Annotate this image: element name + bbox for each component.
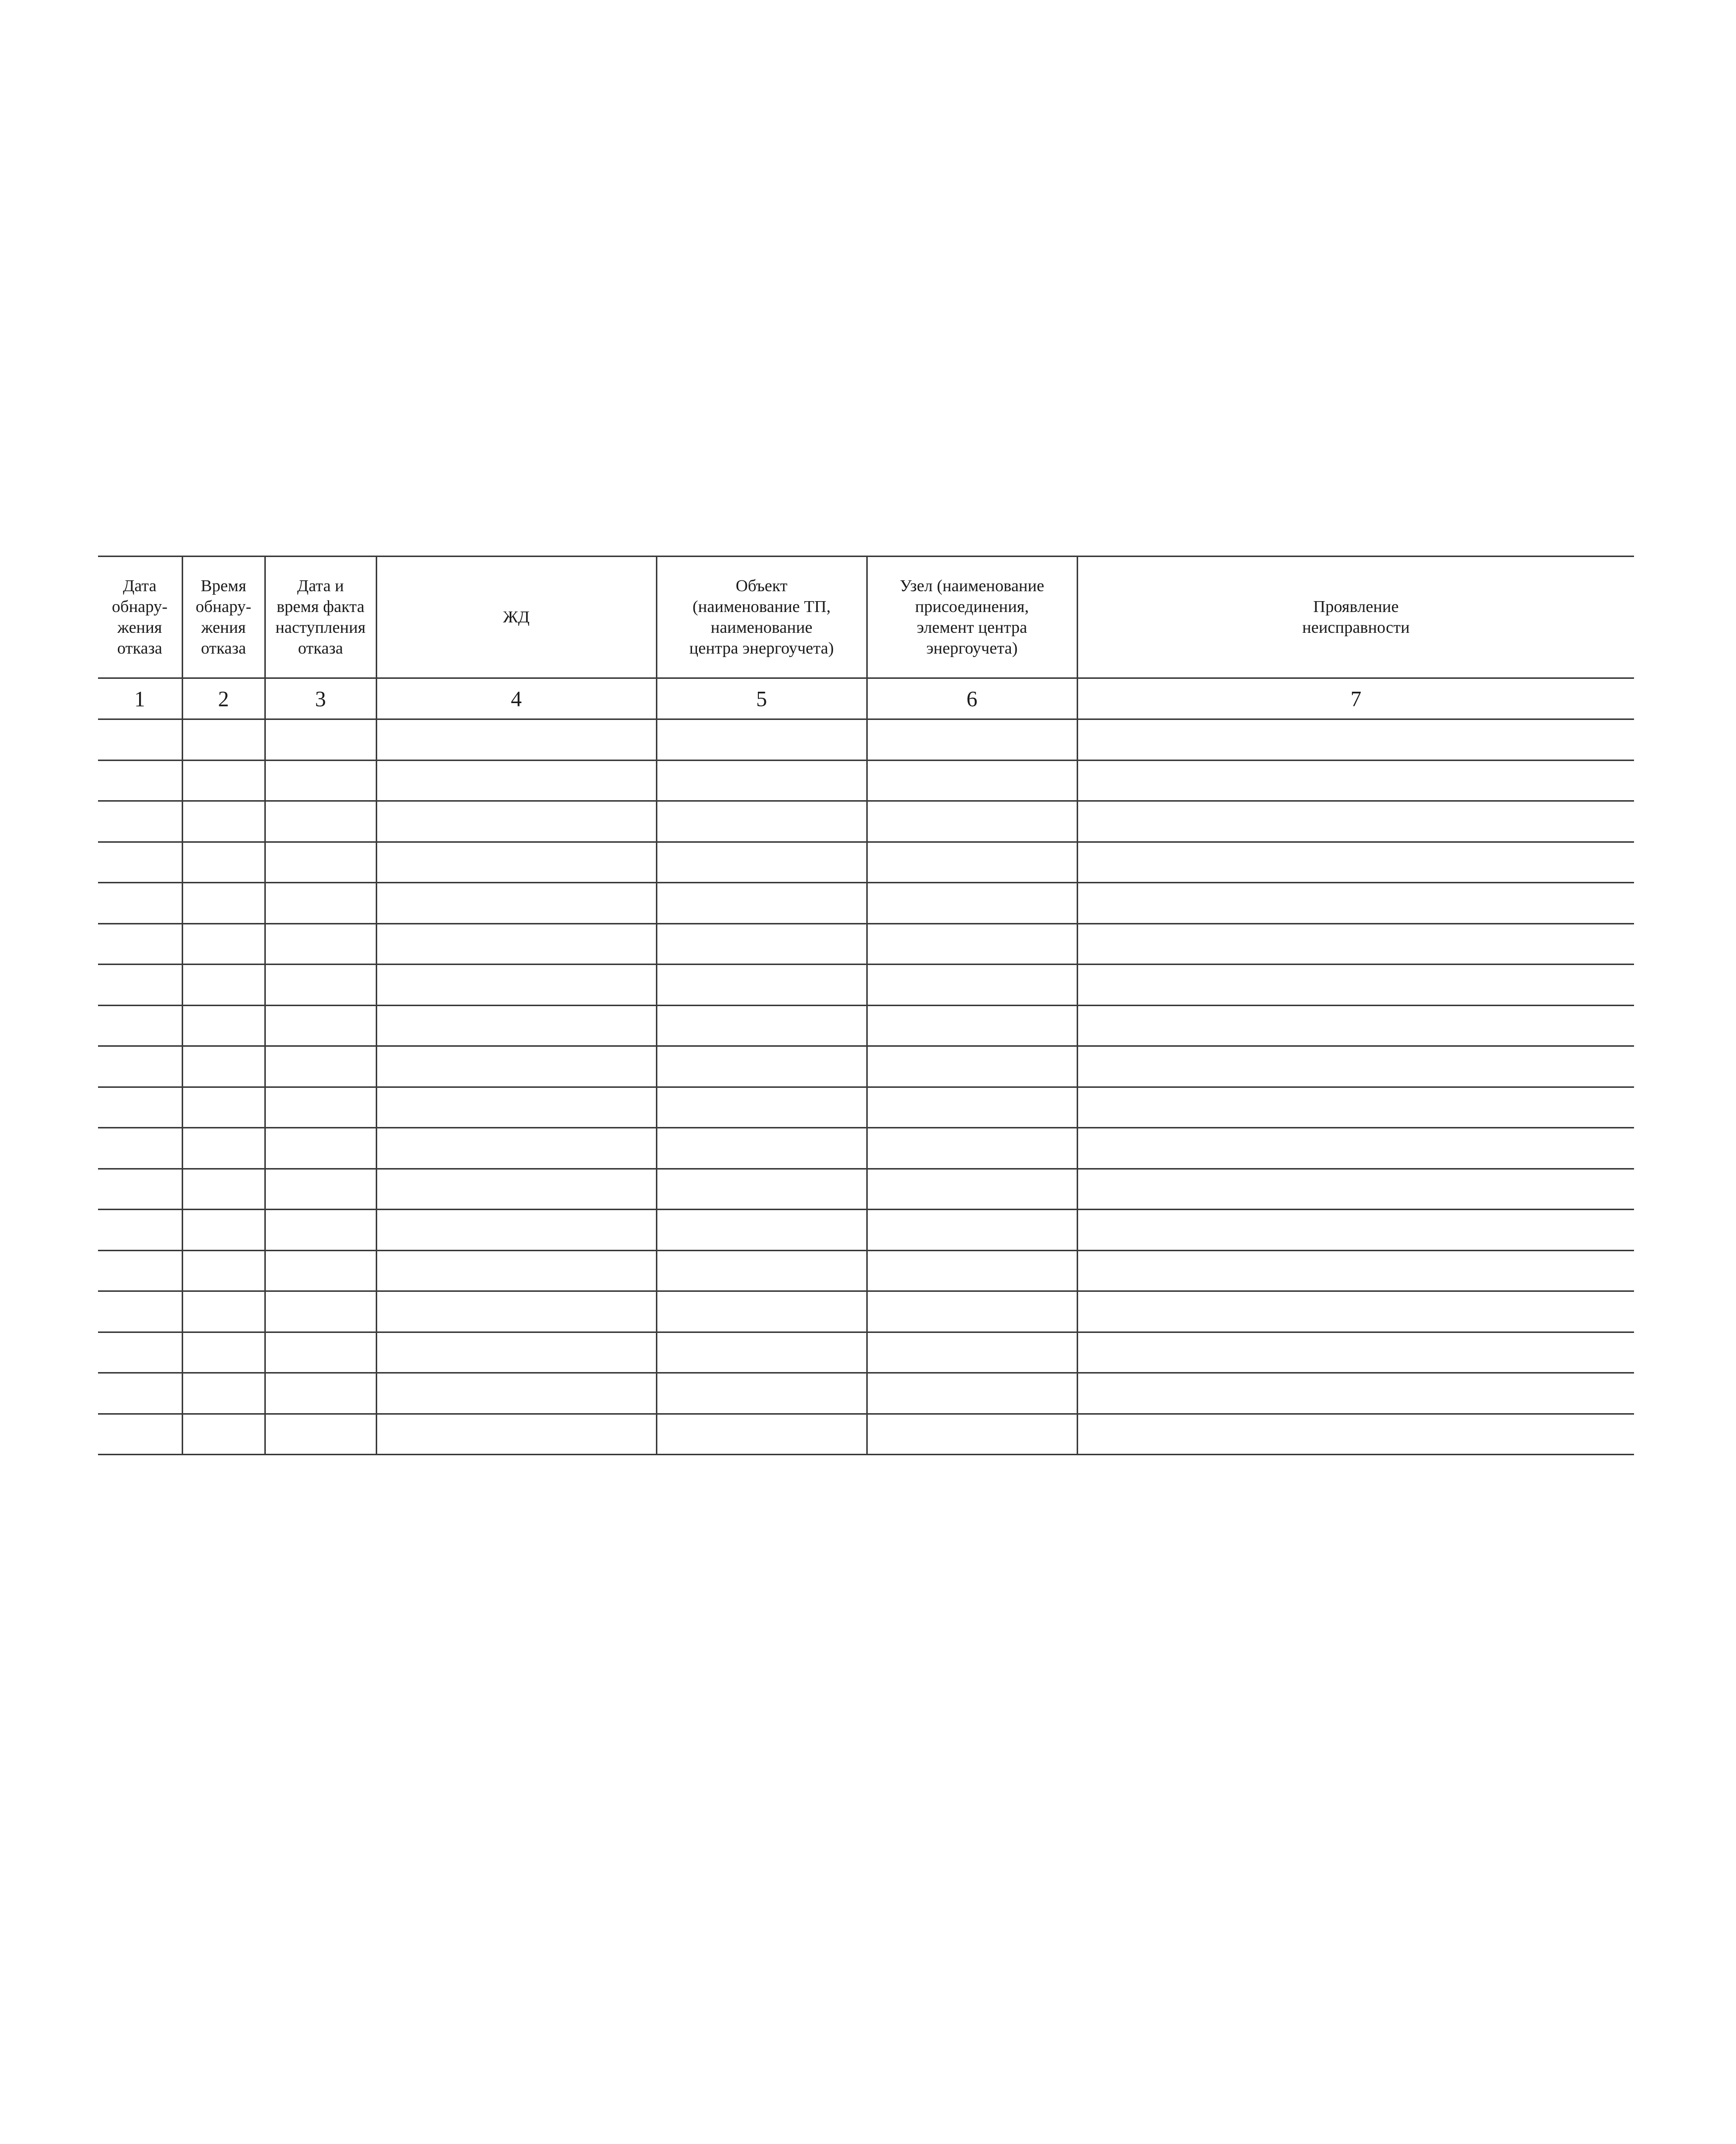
table-cell (656, 1210, 867, 1251)
table-cell (376, 801, 656, 842)
table-cell (867, 1373, 1077, 1414)
table-cell (867, 1210, 1077, 1251)
table-cell (1077, 719, 1634, 761)
column-number: 7 (1077, 678, 1634, 719)
table-cell (867, 883, 1077, 924)
table-cell (98, 1128, 182, 1169)
table-cell (1077, 965, 1634, 1006)
table-cell (98, 1291, 182, 1332)
table-cell (98, 842, 182, 883)
table-row (98, 1250, 1634, 1291)
table-cell (182, 1210, 265, 1251)
table-row (98, 1169, 1634, 1210)
table-cell (867, 965, 1077, 1006)
table-cell (1077, 1128, 1634, 1169)
table-cell (867, 1169, 1077, 1210)
table-cell (867, 1005, 1077, 1046)
table-cell (1077, 923, 1634, 965)
table-cell (656, 1128, 867, 1169)
table-cell (376, 719, 656, 761)
table-cell (656, 923, 867, 965)
column-number: 3 (265, 678, 376, 719)
table-row (98, 801, 1634, 842)
table-cell (867, 1128, 1077, 1169)
table-cell (265, 801, 376, 842)
table-cell (867, 1046, 1077, 1087)
table-cell (98, 923, 182, 965)
column-number: 4 (376, 678, 656, 719)
table-cell (376, 1046, 656, 1087)
table-cell (376, 1169, 656, 1210)
table-cell (182, 1332, 265, 1373)
table-cell (182, 1169, 265, 1210)
table-cell (656, 760, 867, 801)
table-cell (656, 965, 867, 1006)
table-cell (1077, 1414, 1634, 1455)
table-cell (1077, 1005, 1634, 1046)
table-cell (376, 965, 656, 1006)
table-cell (867, 1250, 1077, 1291)
table-cell (1077, 883, 1634, 924)
table-cell (182, 801, 265, 842)
table-cell (182, 1046, 265, 1087)
table-cell (98, 965, 182, 1006)
table-cell (376, 1250, 656, 1291)
table-cell (867, 923, 1077, 965)
table-cell (656, 801, 867, 842)
table-cell (376, 1128, 656, 1169)
table-cell (376, 1087, 656, 1128)
table-cell (1077, 1291, 1634, 1332)
table-cell (265, 1210, 376, 1251)
column-number-row (98, 678, 1634, 719)
table-cell (98, 1005, 182, 1046)
header-failure-datetime: Дата и время факта наступления отказа (265, 557, 376, 678)
table-cell (1077, 801, 1634, 842)
table-cell (98, 1332, 182, 1373)
table-cell (265, 1332, 376, 1373)
table-cell (265, 965, 376, 1006)
table-cell (98, 883, 182, 924)
table-cell (1077, 1373, 1634, 1414)
table-cell (867, 842, 1077, 883)
table-cell (867, 1332, 1077, 1373)
column-number: 1 (98, 678, 182, 719)
table-cell (376, 760, 656, 801)
column-number: 5 (656, 678, 867, 719)
table-row (98, 1087, 1634, 1128)
header-node: Узел (наименование присоединения, элемент центра энергоучета) (867, 557, 1077, 678)
table-cell (182, 1373, 265, 1414)
header-detection-date: Дата обнару- жения отказа (98, 557, 182, 678)
table-cell (182, 1087, 265, 1128)
table-cell (656, 1373, 867, 1414)
table-cell (656, 1169, 867, 1210)
table-cell (376, 1005, 656, 1046)
table-row (98, 842, 1634, 883)
table-cell (1077, 1332, 1634, 1373)
table-row (98, 760, 1634, 801)
table-row (98, 1414, 1634, 1455)
table-cell (98, 1250, 182, 1291)
table-cell (867, 801, 1077, 842)
table-cell (98, 1046, 182, 1087)
table-cell (376, 1291, 656, 1332)
table-cell (376, 883, 656, 924)
table-cell (265, 1373, 376, 1414)
table-cell (1077, 1210, 1634, 1251)
table-cell (182, 719, 265, 761)
table-row (98, 923, 1634, 965)
table-cell (376, 1373, 656, 1414)
table-cell (265, 1128, 376, 1169)
table-cell (1077, 1169, 1634, 1210)
table-row (98, 1332, 1634, 1373)
table-cell (265, 1414, 376, 1455)
table-cell (656, 883, 867, 924)
table-row (98, 1046, 1634, 1087)
table-cell (867, 1291, 1077, 1332)
table-cell (656, 1250, 867, 1291)
table-cell (182, 760, 265, 801)
table-cell (98, 1169, 182, 1210)
table-cell (182, 1250, 265, 1291)
table-cell (98, 1373, 182, 1414)
table-cell (265, 842, 376, 883)
header-railway: ЖД (376, 557, 656, 678)
table-cell (1077, 1250, 1634, 1291)
table-cell (98, 801, 182, 842)
table-row (98, 1210, 1634, 1251)
table-cell (656, 1046, 867, 1087)
table-cell (656, 1087, 867, 1128)
table-header-row (98, 557, 1634, 678)
header-fault-manifestation: Проявление неисправности (1077, 557, 1634, 678)
table-row (98, 1373, 1634, 1414)
table-row (98, 965, 1634, 1006)
table-cell (1077, 1046, 1634, 1087)
table-cell (182, 883, 265, 924)
table-cell (265, 1291, 376, 1332)
table-cell (182, 1128, 265, 1169)
table-cell (1077, 842, 1634, 883)
table-cell (265, 1046, 376, 1087)
table-cell (182, 923, 265, 965)
table-cell (182, 965, 265, 1006)
table-row (98, 883, 1634, 924)
table-cell (182, 1414, 265, 1455)
table-row (98, 1291, 1634, 1332)
table-cell (656, 1005, 867, 1046)
table-cell (376, 842, 656, 883)
table-cell (867, 1087, 1077, 1128)
table-cell (182, 1005, 265, 1046)
table-body (98, 719, 1634, 1455)
table-cell (98, 1414, 182, 1455)
column-number: 6 (867, 678, 1077, 719)
table-cell (98, 719, 182, 761)
table-cell (265, 1250, 376, 1291)
table-cell (1077, 1087, 1634, 1128)
table-row (98, 1128, 1634, 1169)
table-cell (98, 760, 182, 801)
table-cell (265, 1005, 376, 1046)
table-row (98, 1005, 1634, 1046)
table-cell (265, 1169, 376, 1210)
table-cell (867, 760, 1077, 801)
table-cell (376, 1332, 656, 1373)
table-cell (265, 883, 376, 924)
table-cell (656, 842, 867, 883)
header-object: Объект (наименование ТП, наименование центра энергоучета) (656, 557, 867, 678)
table-cell (867, 719, 1077, 761)
table-cell (656, 1332, 867, 1373)
table-cell (656, 1291, 867, 1332)
failure-log-table (98, 556, 1634, 1455)
table-cell (656, 1414, 867, 1455)
header-detection-time: Время обнару- жения отказа (182, 557, 265, 678)
table-cell (182, 1291, 265, 1332)
table-cell (265, 719, 376, 761)
table-cell (98, 1210, 182, 1251)
table-cell (867, 1414, 1077, 1455)
table-cell (376, 923, 656, 965)
table-row (98, 719, 1634, 761)
table-cell (265, 923, 376, 965)
table-cell (376, 1210, 656, 1251)
table-cell (376, 1414, 656, 1455)
column-number: 2 (182, 678, 265, 719)
table-cell (265, 1087, 376, 1128)
table-cell (1077, 760, 1634, 801)
table-cell (98, 1087, 182, 1128)
table-cell (182, 842, 265, 883)
table-cell (265, 760, 376, 801)
table-cell (656, 719, 867, 761)
